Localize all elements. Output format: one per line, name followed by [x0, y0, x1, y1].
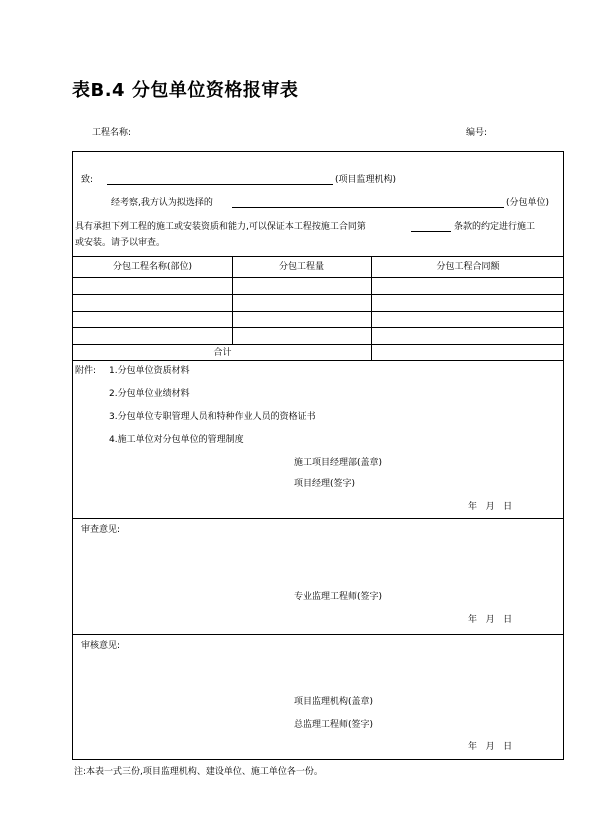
page-title: 表B.4 分包单位资格报审表: [72, 80, 299, 101]
attachments-label: 附件:: [75, 366, 97, 376]
to-org-field[interactable]: [107, 184, 333, 185]
section-divider: [73, 518, 563, 519]
review-label: 审查意见:: [81, 525, 121, 535]
intro-line3: 或安装。请予以审查。: [75, 238, 166, 248]
number-label: 编号:: [466, 128, 488, 138]
table-total-label: 合计: [213, 348, 232, 358]
chief-engineer-sign: 总监理工程师(签字): [294, 720, 374, 730]
to-org-suffix: (项目监理机构): [335, 175, 397, 185]
attachment-item: 1.分包单位资质材料: [109, 366, 190, 376]
table-header-quantity: 分包工程量: [278, 262, 324, 272]
table-row-line: [73, 311, 563, 312]
table-row-line: [73, 344, 563, 345]
audit-date: 年 月 日: [468, 742, 513, 752]
subcontractor-field[interactable]: [232, 207, 504, 208]
table-row-line: [73, 327, 563, 328]
attachment-item: 3.分包单位专职管理人员和特种作业人员的资格证书: [109, 412, 316, 422]
attachment-item: 2.分包单位业绩材料: [109, 389, 190, 399]
attachment-item: 4.施工单位对分包单位的管理制度: [109, 435, 244, 445]
footnote: 注:本表一式三份,项目监理机构、建设单位、施工单位各一份。: [74, 767, 323, 777]
project-manager-sign: 项目经理(签字): [294, 479, 356, 489]
table-header-name: 分包工程名称(部位): [112, 262, 193, 272]
project-name-label: 工程名称:: [92, 128, 132, 138]
intro-line2-suffix: 条款的约定进行施工: [454, 222, 536, 232]
contractor-date: 年 月 日: [468, 502, 513, 512]
audit-label: 审核意见:: [81, 641, 121, 651]
table-bottom-line: [73, 360, 563, 361]
review-date: 年 月 日: [468, 615, 513, 625]
intro-line1-suffix: (分包单位): [506, 198, 550, 208]
review-engineer-sign: 专业监理工程师(签字): [294, 592, 383, 602]
table-header-line: [73, 277, 563, 278]
to-label: 致:: [81, 175, 94, 185]
table-top-line: [73, 256, 563, 257]
section-divider: [73, 634, 563, 635]
audit-org-seal: 项目监理机构(盖章): [294, 697, 374, 707]
contractor-dept-seal: 施工项目经理部(盖章): [294, 458, 383, 468]
table-row-line: [73, 294, 563, 295]
form-frame: [72, 151, 564, 760]
intro-line2-prefix: 具有承担下列工程的施工或安装资质和能力,可以保证本工程按施工合同第: [75, 222, 366, 232]
table-header-amount: 分包工程合同额: [436, 262, 500, 272]
intro-line1-prefix: 经考察,我方认为拟选择的: [111, 198, 213, 208]
contract-clause-field[interactable]: [411, 231, 451, 232]
